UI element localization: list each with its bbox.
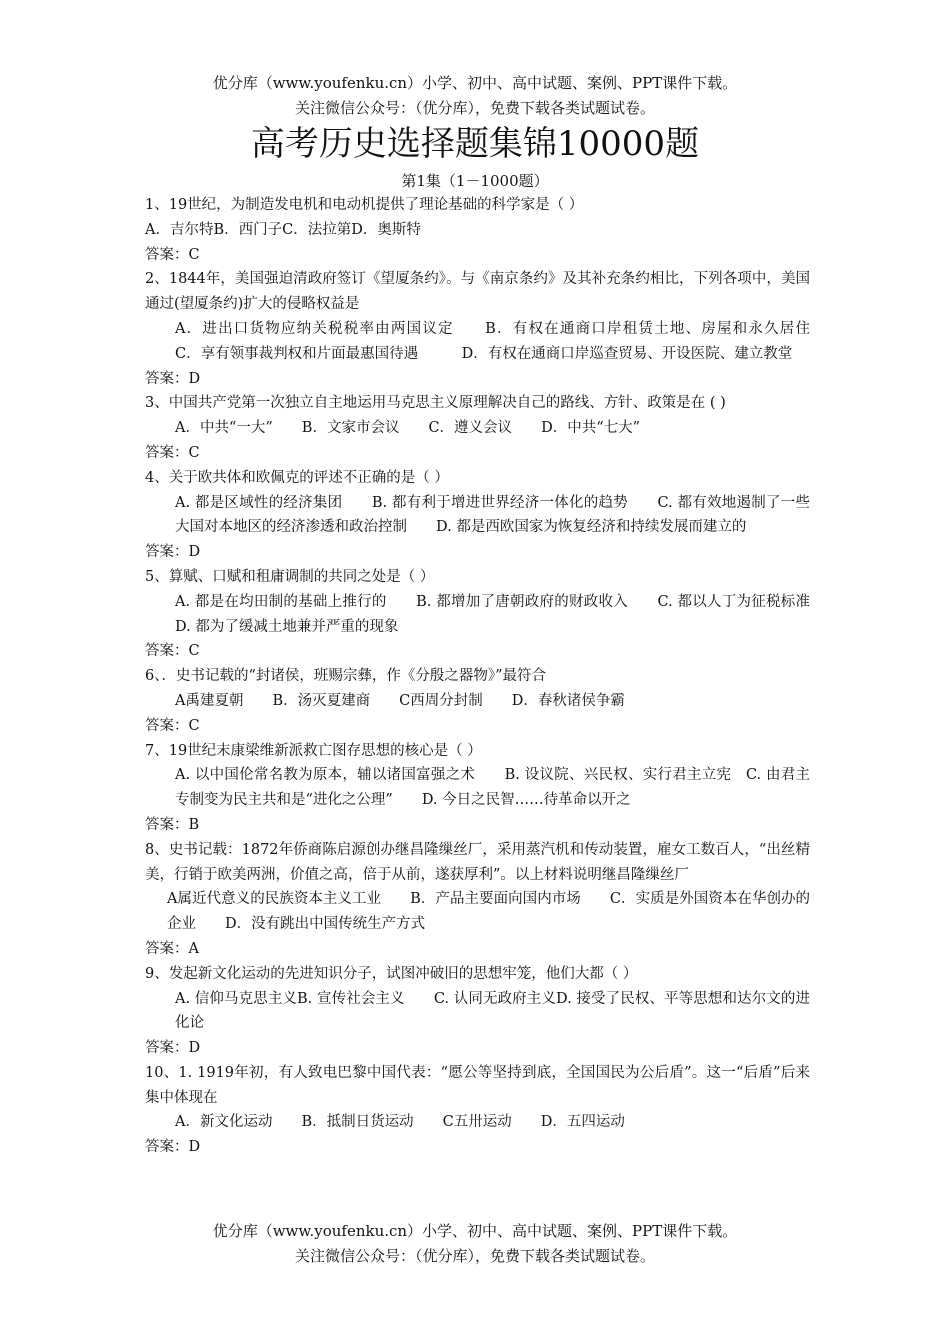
option-6b: B．汤灭夏建商	[272, 692, 371, 709]
page-title: 高考历史选择题集锦10000题	[250, 124, 700, 164]
option-2a: A．进出口货物应纳关税税率由两国议定	[175, 320, 454, 337]
question-8: 8、史书记载：1872年侨商陈启源创办继昌隆缫丝厂，采用蒸汽机和传动装置，雇女工数百人，“出丝精美，行销于欧美两洲，价值之高，倍于从前，遂获厚利”。以上材料说明继昌隆缫丝厂	[145, 841, 810, 883]
question-7: 7、19世纪末康梁维新派救亡图存思想的核心是（ ）	[145, 742, 482, 759]
page-subtitle: 第1集（1－1000题）	[401, 172, 549, 190]
option-5b: B. 都增加了唐朝政府的财政收入	[416, 593, 628, 610]
option-2d: D．有权在通商口岸巡查贸易、开设医院、建立教堂	[461, 345, 793, 362]
options-2	[145, 317, 810, 367]
option-5d: D. 都为了缓减土地兼并严重的现象	[175, 618, 399, 635]
option-5a: A. 都是在均田制的基础上推行的	[175, 593, 387, 610]
options-3	[145, 416, 810, 441]
option-9ab: A. 信仰马克思主义B. 宣传社会主义	[175, 990, 405, 1007]
option-10c: C五卅运动	[442, 1114, 512, 1131]
option-10a: A．新文化运动	[175, 1114, 273, 1131]
footer-line-2: 关注微信公众号：（优分库），免费下载各类试题试卷。	[294, 1247, 655, 1265]
option-8a: A属近代意义的民族资本主义工业	[167, 891, 382, 908]
answer-8: 答案：A	[145, 940, 199, 957]
option-6a: A禹建夏朝	[175, 692, 244, 709]
option-2b: B．有权在通商口岸租赁土地、房屋和永久居住	[485, 320, 810, 337]
option-6c: C西周分封制	[399, 692, 483, 709]
question-list	[145, 193, 810, 1160]
option-8c: C．实质是外国资本在华创办的企业	[167, 891, 811, 933]
option-8b: B．产品主要面向国内市场	[410, 891, 581, 908]
option-10b: B．抵制日货运动	[301, 1114, 414, 1131]
option-7a: A. 以中国伦常名教为原本，辅以诸国富强之术	[175, 767, 476, 784]
option-3c: C．遵义会议	[428, 420, 513, 437]
answer-4: 答案：D	[145, 544, 201, 561]
option-9cd: C. 认同无政府主义D. 接受了民权、平等思想和达尔文的进化论	[175, 990, 811, 1032]
option-2c: C．享有领事裁判权和片面最惠国待遇	[175, 345, 419, 362]
question-1: 1、19世纪，为制造发电机和电动机提供了理论基础的科学家是（ ）	[145, 197, 584, 213]
options-8	[145, 887, 810, 937]
question-4: 4、关于欧共体和欧佩克的评述不正确的是（ ）	[145, 469, 449, 486]
options-6	[145, 689, 810, 714]
option-4b: B. 都有利于增进世界经济一体化的趋势	[371, 494, 628, 511]
option-4c: C. 都有效地遏制了一些大国对本地区的经济渗透和政治控制	[175, 494, 811, 536]
answer-2: 答案：D	[145, 370, 201, 387]
question-10: 10、1. 1919年初，有人致电巴黎中国代表：“愿公等坚持到底，全国国民为公后盾”。这一“后盾”后来集中体现在	[145, 1064, 810, 1106]
answer-7: 答案：B	[145, 816, 200, 833]
option-8d: D．没有跳出中国传统生产方式	[225, 916, 426, 933]
option-3a: A．中共“一大”	[175, 420, 273, 437]
question-2: 2、1844年，美国强迫清政府签订《望厦条约》。与《南京条约》及其补充条约相比，下列各项中，美国通过(望厦条约)扩大的侵略权益是	[145, 271, 810, 313]
option-7b: B. 设议院、兴民权、实行君主立宪	[504, 767, 732, 784]
header-line-2: 关注微信公众号：（优分库），免费下载各类试题试卷。	[294, 99, 655, 117]
answer-1: 答案：C	[145, 246, 200, 263]
option-4a: A. 都是区域性的经济集团	[175, 494, 343, 511]
answer-9: 答案：D	[145, 1040, 201, 1057]
options-7	[145, 763, 810, 813]
option-4d: D. 都是西欧国家为恢复经济和持续发展而建立的	[436, 519, 747, 536]
answer-3: 答案：C	[145, 444, 200, 461]
answer-10: 答案：D	[145, 1139, 201, 1156]
footer-line-1: 优分库（www.youfenku.cn）小学、初中、高中试题、案例、PPT课件下载。	[212, 1222, 738, 1240]
option-7d: D. 今日之民智……待革命以开之	[421, 792, 631, 809]
question-5: 5、算赋、口赋和租庸调制的共同之处是（ ）	[145, 568, 435, 585]
option-5c: C. 都以人丁为征税标准	[657, 593, 811, 610]
option-6d: D．春秋诸侯争霸	[511, 692, 625, 709]
options-10	[145, 1110, 810, 1135]
answer-5: 答案：C	[145, 643, 200, 660]
options-1: A．吉尔特B．西门子C．法拉第D．奥斯特	[145, 221, 421, 238]
question-3: 3、中国共产党第一次独立自主地运用马克思主义原理解决自己的路线、方针、政策是在 ( )	[145, 395, 726, 412]
option-3d: D．中共“七大”	[541, 420, 641, 437]
answer-6: 答案：C	[145, 717, 200, 734]
header-line-1: 优分库（www.youfenku.cn）小学、初中、高中试题、案例、PPT课件下载。	[212, 74, 738, 92]
option-10d: D．五四运动	[540, 1114, 625, 1131]
option-3b: B．文家市会议	[301, 420, 400, 437]
question-6: 6、．史书记载的“封诸侯，班赐宗彝，作《分殷之器物》”最符合	[145, 668, 547, 685]
option-7c: C. 由君主专制变为民主共和是“进化之公理”	[175, 767, 811, 809]
options-9	[145, 987, 810, 1037]
question-9: 9、发起新文化运动的先进知识分子，试图冲破旧的思想牢笼，他们大都（ ）	[145, 965, 638, 982]
options-4	[145, 491, 810, 541]
options-5	[145, 590, 810, 640]
